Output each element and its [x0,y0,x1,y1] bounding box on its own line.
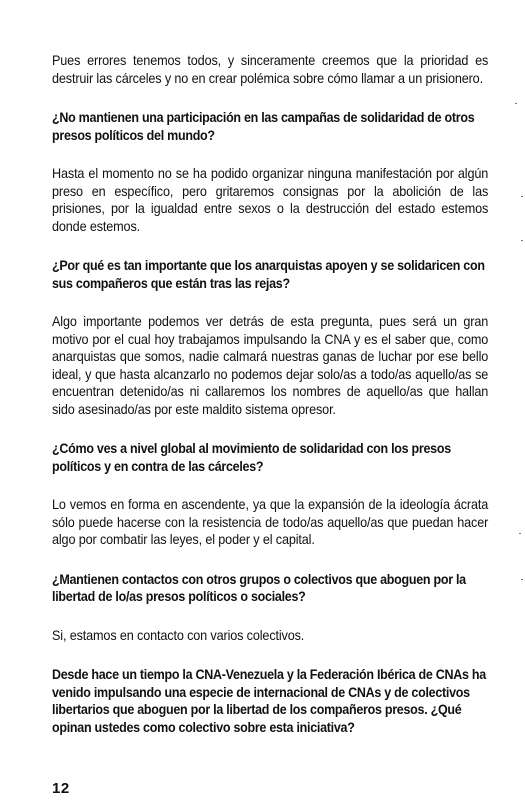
question-global-movement: ¿Cómo ves a nivel global al movimiento de solidaridad con los presos políticos y en contra de las cárceles? [52,441,451,474]
scan-speck [519,533,521,534]
answer-global-movement: Lo vemos en forma en ascendente, ya que la expansión de la ideología ácrata sólo puede hacerse con la resistencia de todo/as aquello/as que puedan hacer algo por combatir las leyes, el poder y el capital. [52,497,489,547]
question-anarchist-support: ¿Por qué es tan importante que los anarquistas apoyen y se solidaricen con sus compañeros que están tras las rejas? [52,258,485,291]
question-solidarity-campaigns: ¿No mantienen una participación en las campañas de solidaridad de otros presos políticos del mundo? [52,110,475,143]
question-contacts-groups: ¿Mantienen contactos con otros grupos o colectivos que aboguen por la libertad de lo/as presos políticos o sociales? [52,571,466,604]
answer-contacts-groups: Si, estamos en contacto con varios colectivos. [52,627,305,643]
scan-speck [521,196,523,197]
question-cna-international: Desde hace un tiempo la CNA-Venezuela y la Federación Ibérica de CNAs ha venido impulsando una especie de internacional de CNAs y de colectivos libertarios que aboguen por la libertad de los compañeros presos. ¿Qué opinan ustedes como colectivo sobre esta iniciativa? [52,667,486,735]
paragraph-prisoner-priority: Pues errores tenemos todos, y sinceramente creemos que la prioridad es destruir las cárceles y no en crear polémica sobre cómo llamar a un prisionero. [52,53,489,86]
answer-anarchist-support: Algo importante podemos ver detrás de esta pregunta, pues será un gran motivo por el cual hoy trabajamos impulsando la CNA y es el saber que, como anarquistas que somos, nadie calmará nuestras ganas de luchar por ese bello ideal, y que hasta alcanzarlo no podemos dejar solo/as a todo/as aquello/as se encuentran detenido/as ni callaremos los nombres de aquello/as que hallan sido asesinado/as por este maldito sistema opresor. [52,314,489,417]
scan-speck [521,240,523,241]
page-body [52,52,488,736]
page-number: 12 [52,780,70,797]
scan-speck [521,579,523,580]
scan-speck [515,103,517,104]
answer-solidarity-campaigns: Hasta el momento no se ha podido organizar ninguna manifestación por algún preso en específico, pero gritaremos consignas por la abolición de las prisiones, por la igualdad entre sexos o la destrucción del estado estemos donde estemos. [52,166,489,234]
